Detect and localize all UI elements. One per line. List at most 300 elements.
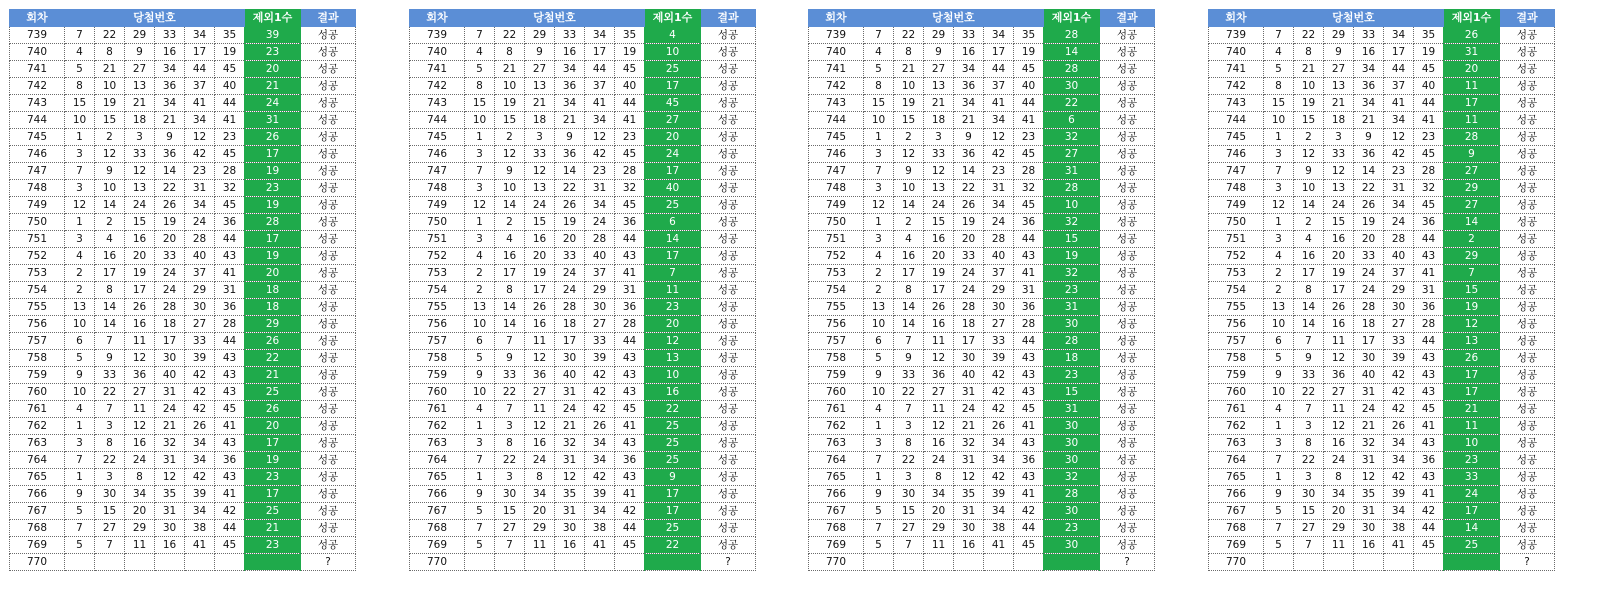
number-cell: 36 (215, 452, 245, 469)
number-cell: 44 (1014, 520, 1044, 537)
round-cell: 742 (10, 78, 65, 95)
number-cell: 16 (894, 248, 924, 265)
result-cell: 성공 (1100, 469, 1155, 486)
result-cell: 성공 (1500, 163, 1555, 180)
number-cell: 45 (1014, 197, 1044, 214)
number-cell: 41 (585, 95, 615, 112)
number-cell: 17 (954, 333, 984, 350)
round-cell: 739 (10, 27, 65, 44)
table-row (410, 44, 756, 61)
number-cell: 44 (1014, 231, 1044, 248)
number-cell: 33 (495, 367, 525, 384)
number-cell: 36 (125, 367, 155, 384)
result-cell: 성공 (701, 418, 756, 435)
number-cell: 28 (984, 231, 1014, 248)
number-cell: 33 (924, 146, 954, 163)
number-cell: 44 (615, 333, 645, 350)
table-row (1209, 180, 1555, 197)
number-cell: 18 (155, 316, 185, 333)
number-cell: 3 (1324, 129, 1354, 146)
round-cell: 757 (10, 333, 65, 350)
number-cell: 34 (585, 435, 615, 452)
table-row (10, 418, 356, 435)
result-cell: 성공 (301, 129, 356, 146)
number-cell: 24 (155, 282, 185, 299)
exclude-cell: 17 (645, 486, 701, 503)
number-cell: 19 (615, 44, 645, 61)
number-cell: 12 (495, 146, 525, 163)
number-cell: 3 (465, 146, 495, 163)
number-cell: 31 (1354, 503, 1384, 520)
number-cell: 2 (864, 265, 894, 282)
number-cell: 9 (864, 367, 894, 384)
number-cell: 34 (185, 435, 215, 452)
number-cell: 36 (954, 78, 984, 95)
number-cell: 22 (495, 384, 525, 401)
exclude-cell: 17 (245, 435, 301, 452)
exclude-cell: 32 (1044, 129, 1100, 146)
number-cell: 19 (525, 265, 555, 282)
result-cell: 성공 (701, 95, 756, 112)
number-cell: 16 (95, 248, 125, 265)
exclude-cell: 23 (1444, 452, 1500, 469)
header-numbers: 당첨번호 (1264, 10, 1444, 27)
number-cell: 42 (585, 401, 615, 418)
exclude-cell: 25 (645, 435, 701, 452)
result-cell: 성공 (701, 78, 756, 95)
number-cell: 41 (215, 265, 245, 282)
result-cell: 성공 (1100, 503, 1155, 520)
number-cell: 36 (1414, 214, 1444, 231)
number-cell: 21 (954, 112, 984, 129)
number-cell: 14 (1354, 163, 1384, 180)
number-cell (954, 554, 984, 571)
number-cell: 29 (1324, 520, 1354, 537)
round-cell: 744 (10, 112, 65, 129)
round-cell: 748 (1209, 180, 1264, 197)
result-cell: 성공 (1100, 163, 1155, 180)
number-cell: 11 (525, 401, 555, 418)
round-cell: 747 (1209, 163, 1264, 180)
result-cell: 성공 (301, 316, 356, 333)
number-cell: 3 (95, 469, 125, 486)
number-cell: 17 (585, 44, 615, 61)
number-cell: 45 (1414, 401, 1444, 418)
number-cell: 17 (924, 282, 954, 299)
number-cell: 22 (555, 180, 585, 197)
number-cell: 8 (1294, 44, 1324, 61)
table-row (809, 316, 1155, 333)
number-cell: 1 (465, 129, 495, 146)
number-cell: 39 (185, 486, 215, 503)
exclude-cell: 6 (1044, 112, 1100, 129)
number-cell: 10 (894, 180, 924, 197)
round-cell: 759 (809, 367, 864, 384)
number-cell: 9 (894, 350, 924, 367)
number-cell: 17 (1354, 333, 1384, 350)
table-row (1209, 384, 1555, 401)
result-cell: 성공 (1100, 129, 1155, 146)
number-cell: 45 (1014, 537, 1044, 554)
number-cell: 16 (924, 435, 954, 452)
round-cell: 749 (410, 197, 465, 214)
number-cell: 15 (894, 112, 924, 129)
number-cell: 5 (864, 503, 894, 520)
number-cell: 9 (125, 44, 155, 61)
table-row (809, 299, 1155, 316)
table-row (1209, 401, 1555, 418)
number-cell: 21 (155, 418, 185, 435)
number-cell: 42 (185, 469, 215, 486)
number-cell: 24 (585, 214, 615, 231)
number-cell: 36 (1414, 452, 1444, 469)
result-cell: 성공 (701, 486, 756, 503)
number-cell: 20 (924, 503, 954, 520)
number-cell: 4 (864, 44, 894, 61)
exclude-cell: 45 (645, 95, 701, 112)
number-cell: 43 (1414, 384, 1444, 401)
number-cell: 11 (525, 537, 555, 554)
number-cell: 11 (525, 333, 555, 350)
table-row (10, 503, 356, 520)
result-cell: 성공 (1500, 384, 1555, 401)
number-cell: 9 (1264, 367, 1294, 384)
header-row (410, 10, 756, 27)
number-cell: 44 (1014, 333, 1044, 350)
number-cell: 39 (585, 350, 615, 367)
exclude-cell: 23 (245, 180, 301, 197)
number-cell: 34 (585, 503, 615, 520)
number-cell: 1 (1264, 129, 1294, 146)
number-cell: 4 (65, 248, 95, 265)
round-cell: 748 (410, 180, 465, 197)
round-cell: 765 (410, 469, 465, 486)
number-cell: 45 (615, 537, 645, 554)
table-row (410, 435, 756, 452)
result-cell: 성공 (1100, 197, 1155, 214)
result-cell: 성공 (1500, 61, 1555, 78)
number-cell: 35 (215, 27, 245, 44)
round-cell: 750 (809, 214, 864, 231)
round-cell: 767 (809, 503, 864, 520)
exclude-cell: 18 (245, 299, 301, 316)
number-cell: 41 (1014, 112, 1044, 129)
number-cell: 34 (1354, 61, 1384, 78)
number-cell: 7 (864, 27, 894, 44)
number-cell: 15 (1264, 95, 1294, 112)
number-cell: 43 (1414, 350, 1444, 367)
number-cell: 28 (215, 316, 245, 333)
number-cell: 31 (954, 384, 984, 401)
round-cell: 755 (10, 299, 65, 316)
number-cell: 41 (1384, 95, 1414, 112)
number-cell: 16 (1324, 316, 1354, 333)
number-cell: 26 (1354, 197, 1384, 214)
number-cell: 29 (185, 282, 215, 299)
number-cell: 10 (1264, 316, 1294, 333)
number-cell: 27 (1384, 316, 1414, 333)
number-cell: 23 (984, 163, 1014, 180)
exclude-cell: 15 (1044, 231, 1100, 248)
number-cell: 12 (155, 469, 185, 486)
round-cell: 741 (10, 61, 65, 78)
result-cell: 성공 (301, 231, 356, 248)
number-cell: 41 (1414, 112, 1444, 129)
table-row (1209, 367, 1555, 384)
table-row (1209, 554, 1555, 571)
exclude-cell: 10 (1444, 435, 1500, 452)
number-cell: 5 (65, 350, 95, 367)
exclude-cell: 33 (1444, 469, 1500, 486)
round-cell: 759 (1209, 367, 1264, 384)
number-cell: 8 (525, 469, 555, 486)
table-row (1209, 112, 1555, 129)
number-cell: 15 (894, 503, 924, 520)
number-cell: 33 (525, 146, 555, 163)
result-cell: 성공 (301, 299, 356, 316)
result-cell: 성공 (1500, 214, 1555, 231)
number-cell: 12 (95, 146, 125, 163)
round-cell: 752 (410, 248, 465, 265)
table-row (1209, 452, 1555, 469)
number-cell: 3 (1264, 180, 1294, 197)
round-cell: 754 (10, 282, 65, 299)
round-cell: 740 (410, 44, 465, 61)
result-cell: 성공 (1100, 537, 1155, 554)
number-cell: 26 (555, 197, 585, 214)
number-cell: 19 (924, 265, 954, 282)
number-cell: 3 (864, 146, 894, 163)
exclude-cell: 25 (245, 384, 301, 401)
result-cell: 성공 (301, 44, 356, 61)
number-cell: 34 (984, 112, 1014, 129)
number-cell: 19 (495, 95, 525, 112)
table-row (10, 452, 356, 469)
table-row (410, 61, 756, 78)
number-cell: 11 (125, 537, 155, 554)
result-cell: 성공 (1100, 486, 1155, 503)
number-cell: 3 (1264, 231, 1294, 248)
result-cell: 성공 (701, 163, 756, 180)
number-cell: 21 (1294, 61, 1324, 78)
number-cell: 34 (585, 27, 615, 44)
number-cell: 13 (924, 180, 954, 197)
table-row (10, 163, 356, 180)
number-cell: 42 (585, 384, 615, 401)
table-row (809, 418, 1155, 435)
result-cell: 성공 (701, 112, 756, 129)
number-cell: 44 (215, 333, 245, 350)
number-cell: 16 (155, 537, 185, 554)
exclude-cell: 11 (1444, 78, 1500, 95)
table-row (410, 112, 756, 129)
number-cell: 34 (984, 452, 1014, 469)
table-row (410, 452, 756, 469)
number-cell: 1 (864, 214, 894, 231)
number-cell: 40 (954, 367, 984, 384)
number-cell: 4 (1264, 401, 1294, 418)
result-cell: 성공 (1500, 265, 1555, 282)
number-cell: 30 (1354, 520, 1384, 537)
number-cell: 31 (155, 503, 185, 520)
number-cell: 33 (954, 248, 984, 265)
number-cell: 12 (1324, 418, 1354, 435)
exclude-cell: 17 (645, 163, 701, 180)
exclude-cell: 15 (1444, 282, 1500, 299)
number-cell: 36 (1014, 452, 1044, 469)
number-cell: 40 (1014, 78, 1044, 95)
round-cell: 758 (410, 350, 465, 367)
number-cell: 19 (1354, 214, 1384, 231)
number-cell: 3 (65, 180, 95, 197)
number-cell: 44 (1414, 333, 1444, 350)
result-cell: ? (1500, 554, 1555, 571)
number-cell: 11 (1324, 537, 1354, 554)
number-cell: 7 (465, 520, 495, 537)
number-cell: 5 (1264, 537, 1294, 554)
exclude-cell: 39 (245, 27, 301, 44)
number-cell: 43 (215, 384, 245, 401)
number-cell: 42 (185, 367, 215, 384)
exclude-cell: 17 (645, 248, 701, 265)
number-cell: 10 (864, 112, 894, 129)
number-cell: 4 (1264, 44, 1294, 61)
exclude-cell: 30 (1044, 435, 1100, 452)
number-cell: 15 (1294, 112, 1324, 129)
number-cell: 29 (585, 282, 615, 299)
number-cell (465, 554, 495, 571)
number-cell: 33 (185, 333, 215, 350)
number-cell: 3 (95, 418, 125, 435)
number-cell: 36 (615, 452, 645, 469)
number-cell: 7 (65, 520, 95, 537)
number-cell: 3 (65, 231, 95, 248)
round-cell: 760 (1209, 384, 1264, 401)
exclude-cell: 26 (245, 401, 301, 418)
round-cell: 748 (10, 180, 65, 197)
number-cell: 8 (125, 469, 155, 486)
exclude-cell: 19 (245, 452, 301, 469)
number-cell (894, 554, 924, 571)
number-cell: 19 (1324, 265, 1354, 282)
table-row (809, 537, 1155, 554)
number-cell: 3 (465, 435, 495, 452)
round-cell: 769 (10, 537, 65, 554)
number-cell: 28 (1354, 299, 1384, 316)
number-cell: 30 (155, 350, 185, 367)
number-cell: 39 (185, 350, 215, 367)
number-cell: 45 (615, 61, 645, 78)
number-cell: 36 (954, 146, 984, 163)
number-cell: 39 (984, 350, 1014, 367)
exclude-cell: 19 (245, 197, 301, 214)
round-cell: 756 (10, 316, 65, 333)
exclude-cell (1444, 554, 1500, 571)
exclude-cell: 30 (1044, 418, 1100, 435)
number-cell (215, 554, 245, 571)
number-cell: 26 (984, 418, 1014, 435)
number-cell: 34 (954, 61, 984, 78)
number-cell (615, 554, 645, 571)
number-cell: 3 (1294, 418, 1324, 435)
number-cell: 24 (1354, 265, 1384, 282)
number-cell: 43 (615, 435, 645, 452)
round-cell: 741 (1209, 61, 1264, 78)
result-cell: 성공 (1500, 520, 1555, 537)
number-cell: 24 (555, 282, 585, 299)
round-cell: 763 (809, 435, 864, 452)
round-cell: 748 (809, 180, 864, 197)
number-cell: 9 (95, 163, 125, 180)
number-cell: 10 (864, 384, 894, 401)
number-cell: 7 (894, 537, 924, 554)
exclude-cell: 17 (245, 486, 301, 503)
table-row (410, 214, 756, 231)
number-cell: 39 (585, 486, 615, 503)
exclude-cell: 11 (1444, 112, 1500, 129)
result-cell: 성공 (1500, 248, 1555, 265)
exclude-cell: 23 (245, 537, 301, 554)
number-cell: 36 (1354, 146, 1384, 163)
number-cell: 35 (615, 27, 645, 44)
result-cell: 성공 (301, 350, 356, 367)
number-cell: 12 (1264, 197, 1294, 214)
round-cell: 770 (10, 554, 65, 571)
number-cell: 27 (924, 384, 954, 401)
round-cell: 753 (10, 265, 65, 282)
number-cell: 8 (95, 282, 125, 299)
number-cell (495, 554, 525, 571)
number-cell: 7 (465, 452, 495, 469)
number-cell: 30 (585, 299, 615, 316)
number-cell: 14 (1294, 316, 1324, 333)
number-cell: 42 (1384, 384, 1414, 401)
number-cell: 23 (1014, 129, 1044, 146)
number-cell: 3 (65, 146, 95, 163)
round-cell: 749 (10, 197, 65, 214)
exclude-cell: 28 (1044, 61, 1100, 78)
number-cell: 11 (1324, 333, 1354, 350)
number-cell: 1 (1264, 214, 1294, 231)
table-row (809, 265, 1155, 282)
round-cell: 766 (410, 486, 465, 503)
round-cell: 762 (809, 418, 864, 435)
number-cell: 26 (954, 197, 984, 214)
result-cell: 성공 (1500, 418, 1555, 435)
number-cell: 22 (894, 452, 924, 469)
round-cell: 743 (410, 95, 465, 112)
number-cell: 31 (555, 452, 585, 469)
number-cell: 2 (95, 214, 125, 231)
round-cell: 739 (1209, 27, 1264, 44)
result-cell: 성공 (1500, 146, 1555, 163)
number-cell: 22 (95, 27, 125, 44)
number-cell: 41 (585, 537, 615, 554)
number-cell: 4 (65, 401, 95, 418)
number-cell: 26 (185, 418, 215, 435)
number-cell: 45 (215, 537, 245, 554)
result-cell: 성공 (701, 44, 756, 61)
table-row (1209, 27, 1555, 44)
exclude-cell: 24 (1444, 486, 1500, 503)
number-cell: 41 (1414, 418, 1444, 435)
number-cell: 3 (495, 469, 525, 486)
round-cell: 769 (809, 537, 864, 554)
table-row (10, 554, 356, 571)
number-cell: 3 (864, 231, 894, 248)
number-cell: 29 (924, 27, 954, 44)
table-row (809, 180, 1155, 197)
